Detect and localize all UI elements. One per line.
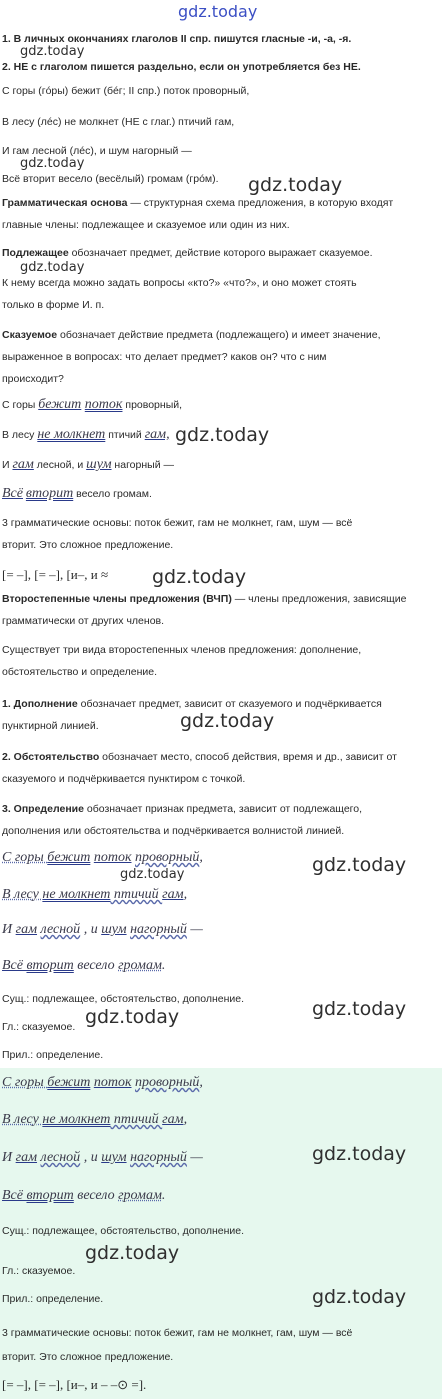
- legend-noun: Сущ.: подлежащее, обстоятельство, дополнение.: [2, 993, 245, 1005]
- parsed-line-1: С горы бежит поток проворный,: [2, 850, 203, 865]
- legend-noun-repeat: Сущ.: подлежащее, обстоятельство, дополнение.: [2, 1225, 245, 1237]
- watermark: gdz.today: [312, 854, 407, 876]
- scheme-1: [= –], [= –], [и–, и ≈: [2, 567, 109, 582]
- handwritten-line-1: С горы бежит поток проворный,: [2, 397, 183, 412]
- definition-object: 1. Дополнение обозначает предмет, зависит от сказуемого и подчёркивается: [2, 698, 382, 710]
- definition-grammar-basis: Грамматическая основа — структурная схема предложения, в которую входят: [2, 197, 394, 209]
- definition-object-cont: пунктирной линией.: [2, 720, 99, 732]
- watermark-top: gdz.today: [178, 2, 258, 21]
- handwritten-line-2: В лесу не молкнет птичий гам,: [2, 427, 170, 442]
- definition-predicate: Сказуемое обозначает действие предмета (подлежащего) и имеет значение,: [2, 329, 381, 341]
- parsed-line-4: Всё вторит весело громам.: [2, 958, 166, 973]
- parsed-line-3: И гам лесной , и шум нагорный —: [2, 922, 203, 937]
- definition-predicate-cont-2: происходит?: [2, 373, 64, 385]
- sentence-line-4: Всё вторит весело (весёлый) громам (грóм).: [2, 173, 219, 185]
- three-bases-1: 3 грамматические основы: поток бежит, гам не молкнет, гам, шум — всё: [2, 517, 353, 529]
- rule-2: 2. НЕ с глаголом пишется раздельно, если он употребляется без НЕ.: [2, 61, 361, 73]
- definition-secondary-cont: грамматически от других членов.: [2, 615, 165, 627]
- legend-adj: Прил.: определение.: [2, 1049, 104, 1061]
- watermark: gdz.today: [152, 566, 247, 588]
- parsed-line-2-repeat: В лесу не молкнет птичий гам,: [2, 1112, 188, 1127]
- three-bases-repeat-2: вторит. Это сложное предложение.: [2, 1351, 174, 1363]
- watermark: gdz.today: [180, 710, 275, 732]
- watermark: gdz.today: [175, 424, 270, 446]
- handwritten-line-4: Всё вторит весело громам.: [2, 486, 152, 501]
- definition-adverbial-cont: сказуемого и подчёркивается пунктиром с точкой.: [2, 773, 246, 785]
- legend-verb-repeat: Гл.: сказуемое.: [2, 1265, 76, 1277]
- watermark: gdz.today: [120, 867, 185, 882]
- watermark: gdz.today: [312, 1143, 407, 1165]
- parsed-line-1-repeat: С горы бежит поток проворный,: [2, 1075, 203, 1090]
- watermark: gdz.today: [85, 1006, 180, 1028]
- definition-grammar-basis-cont: главные члены: подлежащее и сказуемое или один из них.: [2, 219, 290, 231]
- three-kinds-2: обстоятельство и определение.: [2, 666, 158, 678]
- parsed-line-3-repeat: И гам лесной , и шум нагорный —: [2, 1150, 203, 1165]
- watermark: gdz.today: [20, 156, 85, 171]
- three-bases-2: вторит. Это сложное предложение.: [2, 539, 174, 551]
- three-bases-repeat-1: 3 грамматические основы: поток бежит, гам не молкнет, гам, шум — всё: [2, 1327, 353, 1339]
- watermark: gdz.today: [20, 260, 85, 275]
- definition-secondary: Второстепенные члены предложения (ВЧП) — члены предложения, зависящие: [2, 593, 407, 605]
- watermark: gdz.today: [312, 1286, 407, 1308]
- definition-attribute-cont: дополнения или обстоятельства и подчёркивается волнистой линией.: [2, 825, 345, 837]
- definition-attribute: 3. Определение обозначает признак предмета, зависит от подлежащего,: [2, 803, 363, 815]
- legend-adj-repeat: Прил.: определение.: [2, 1293, 104, 1305]
- watermark: gdz.today: [20, 44, 85, 59]
- watermark: gdz.today: [85, 1242, 180, 1264]
- definition-subject: Подлежащее обозначает предмет, действие которого выражает сказуемое.: [2, 247, 373, 259]
- three-kinds-1: Существует три вида второстепенных членов предложения: дополнение,: [2, 644, 362, 656]
- watermark: gdz.today: [312, 998, 407, 1020]
- sentence-line-2: В лесу (лéс) не молкнет (НЕ с глаг.) птичий гам,: [2, 116, 235, 128]
- sentence-line-1: С горы (гóры) бежит (бéг; II спр.) поток проворный,: [2, 85, 250, 97]
- parsed-line-2: В лесу не молкнет птичий гам,: [2, 887, 188, 902]
- final-scheme: [= –], [= –], [и–, и – –⊙ =].: [2, 1377, 147, 1392]
- parsed-line-4-repeat: Всё вторит весело громам.: [2, 1188, 166, 1203]
- watermark: gdz.today: [248, 174, 343, 196]
- handwritten-line-3: И гам лесной, и шум нагорный —: [2, 457, 174, 472]
- definition-adverbial: 2. Обстоятельство обозначает место, способ действия, время и др., зависит от: [2, 751, 397, 763]
- rule-1: 1. В личных окончаниях глаголов II спр. пишутся гласные -и, -а, -я.: [2, 33, 352, 45]
- definition-predicate-cont-1: выраженное в вопросах: что делает предмет? каков он? что с ним: [2, 351, 327, 363]
- definition-subject-cont-1: К нему всегда можно задать вопросы «кто?» «что?», и оно может стоять: [2, 277, 357, 289]
- sentence-line-3: И гам лесной (лéс), и шум нагорный —: [2, 145, 192, 157]
- legend-verb: Гл.: сказуемое.: [2, 1021, 76, 1033]
- definition-subject-cont-2: только в форме И. п.: [2, 299, 105, 311]
